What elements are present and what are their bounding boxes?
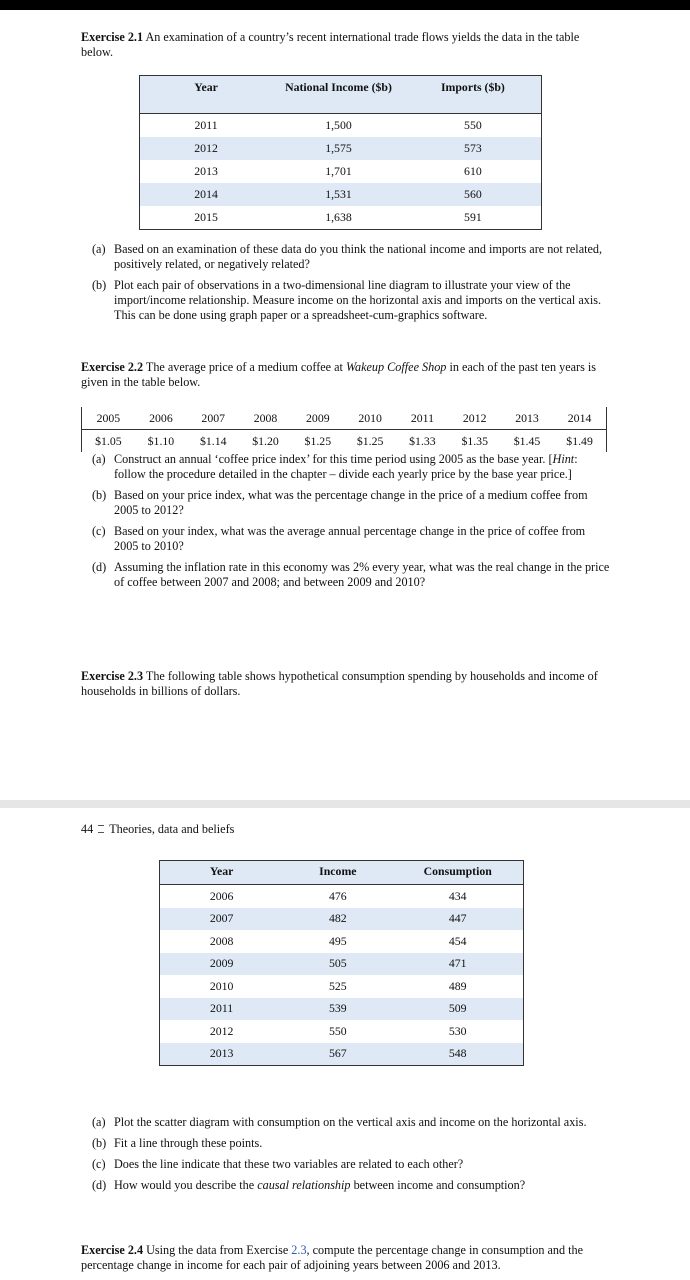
table-row — [140, 114, 542, 138]
table-row — [160, 930, 524, 953]
table-cell: 2014 — [140, 183, 273, 206]
list-item — [92, 278, 610, 323]
price-cell: $1.05 — [82, 430, 135, 453]
table-cell: 489 — [392, 975, 523, 998]
exercise-text: in each of the past ten years is given in the table below. — [81, 360, 596, 389]
exercise-2-3-questions — [92, 1115, 610, 1199]
table-cell: 1,500 — [272, 114, 405, 138]
separator-icon — [98, 825, 104, 833]
year-cell: 2013 — [501, 407, 553, 430]
table-row — [160, 998, 524, 1021]
price-cell: $1.33 — [396, 430, 448, 453]
item-text: Construct an annual ‘coffee price index’ for this time period using 2005 as the base year. — [114, 452, 546, 466]
table-cell: 454 — [392, 930, 523, 953]
top-bar — [0, 0, 690, 10]
item-label: (b) — [92, 278, 107, 292]
table-cell: 525 — [283, 975, 392, 998]
column-header: Imports ($b) — [405, 76, 542, 114]
table-cell: 573 — [405, 137, 542, 160]
list-item — [92, 452, 610, 482]
shop-name: Wakeup Coffee Shop — [345, 360, 447, 374]
table-cell: 2013 — [140, 160, 273, 183]
table-cell: 1,531 — [272, 183, 405, 206]
item-text — [114, 242, 602, 271]
table-cell: 471 — [392, 953, 523, 976]
table-cell: 495 — [283, 930, 392, 953]
running-head-title: Theories, data and beliefs — [109, 822, 235, 836]
exercise-2-2-intro — [81, 360, 611, 390]
item-text — [114, 278, 601, 322]
column-header: Consumption — [392, 861, 523, 885]
exercise-title: Exercise 2.3 — [81, 669, 144, 683]
item-text: Based on your price index, what was the percentage change in the price of a medium coffee from 2005 to 2012? — [114, 488, 588, 517]
item-text — [114, 560, 609, 589]
year-cell: 2007 — [187, 407, 239, 430]
table-cell: 2012 — [160, 1020, 284, 1043]
list-item — [92, 560, 610, 590]
table-row — [160, 1043, 524, 1066]
exercise-2-2-questions — [92, 452, 610, 596]
exercise-2-4-text — [81, 1243, 611, 1273]
price-cell: $1.10 — [135, 430, 187, 453]
year-cell: 2009 — [292, 407, 344, 430]
exercise-text: The following table shows hypothetical consumption spending by households and income of households in billions of dollars. — [81, 669, 598, 698]
table-cell: 550 — [405, 114, 542, 138]
price-cell: $1.45 — [501, 430, 553, 453]
table-cell: 434 — [392, 885, 523, 908]
list-item — [92, 1115, 610, 1130]
table-cell: 2006 — [160, 885, 284, 908]
table-cell: 1,701 — [272, 160, 405, 183]
item-text: between income and consumption? — [353, 1178, 526, 1192]
table-cell: 476 — [283, 885, 392, 908]
item-label: (a) — [92, 1115, 106, 1129]
item-text: Assuming the inflation rate in this economy was 2% every year, what was the real change in the price of coffee between 2007 and 2008; and between 2009 and 2010? — [114, 560, 610, 589]
table-row — [140, 160, 542, 183]
item-text — [114, 452, 578, 481]
exercise-title: Exercise 2.4 — [81, 1243, 144, 1257]
year-cell: 2005 — [82, 407, 135, 430]
price-cell: $1.25 — [292, 430, 344, 453]
item-text — [114, 1178, 525, 1192]
table-cell: 2012 — [140, 137, 273, 160]
list-item — [92, 1157, 610, 1172]
table-row — [160, 908, 524, 931]
year-cell: 2008 — [239, 407, 291, 430]
column-header: Year — [140, 76, 273, 114]
exercise-title: Exercise 2.2 — [81, 360, 144, 374]
price-cell: $1.35 — [449, 430, 501, 453]
list-item — [92, 1178, 610, 1193]
item-text: Does the line indicate that these two variables are related to each other? — [114, 1157, 464, 1171]
item-label: (c) — [92, 524, 106, 538]
item-text — [114, 1157, 463, 1171]
table-row — [160, 975, 524, 998]
table-cell: 567 — [283, 1043, 392, 1066]
trade-flows-table — [139, 75, 542, 230]
table-cell: 2010 — [160, 975, 284, 998]
exercise-2-1-intro — [81, 30, 611, 60]
item-text: Based on an examination of these data do you think the national income and imports are not related, positively related, or negatively related? — [114, 242, 603, 271]
item-text: Based on your index, what was the average annual percentage change in the price of coffee from 2005 to 2010? — [114, 524, 586, 553]
table-row — [140, 206, 542, 230]
item-label: (a) — [92, 242, 106, 256]
table-cell: 2011 — [140, 114, 273, 138]
year-cell: 2011 — [396, 407, 448, 430]
column-header: Year — [160, 861, 284, 885]
emphasis-text: causal relationship — [257, 1178, 351, 1192]
item-label: (a) — [92, 452, 106, 466]
table-cell: 530 — [392, 1020, 523, 1043]
table-cell: 2008 — [160, 930, 284, 953]
table-row — [160, 1020, 524, 1043]
table-cell: 548 — [392, 1043, 523, 1066]
hint-text: : follow the procedure detailed in the chapter – divide each yearly price by the base year price.] — [114, 452, 578, 481]
table-row — [160, 953, 524, 976]
table-cell: 591 — [405, 206, 542, 230]
hint-word: Hint — [552, 452, 575, 466]
item-label: (d) — [92, 1178, 107, 1192]
year-cell: 2012 — [449, 407, 501, 430]
exercise-title: Exercise 2.1 — [81, 30, 144, 44]
table-cell: 1,638 — [272, 206, 405, 230]
exercise-text: Using the data from Exercise — [146, 1243, 289, 1257]
item-text: Fit a line through these points. — [114, 1136, 263, 1150]
coffee-price-table — [81, 407, 607, 452]
exercise-reference-link[interactable]: 2.3 — [291, 1243, 307, 1257]
year-cell: 2014 — [553, 407, 606, 430]
table-row — [140, 183, 542, 206]
hint-bracket: [ — [548, 452, 553, 466]
table-cell: 610 — [405, 160, 542, 183]
table-body — [140, 114, 542, 230]
table-cell: 505 — [283, 953, 392, 976]
page-number: 44 — [81, 822, 94, 836]
table-cell: 447 — [392, 908, 523, 931]
item-text: How would you describe the — [114, 1178, 255, 1192]
column-header — [272, 76, 405, 114]
list-item — [92, 488, 610, 518]
item-text: Plot each pair of observations in a two-dimensional line diagram to illustrate your view of the import/income relationship. Measure income on the horizontal axis and imports on the vertical axis. This can be done using graph paper or a spreadsheet-cum-graphics software. — [114, 278, 602, 322]
table-cell: 550 — [283, 1020, 392, 1043]
table-cell: 509 — [392, 998, 523, 1021]
exercise-2-3-intro — [81, 669, 611, 699]
price-cell: $1.49 — [553, 430, 606, 453]
table-cell: 2011 — [160, 998, 284, 1021]
table-cell: 2009 — [160, 953, 284, 976]
year-row — [82, 407, 607, 430]
table-cell: 2013 — [160, 1043, 284, 1066]
table-cell: 1,575 — [272, 137, 405, 160]
column-header: Income — [283, 861, 392, 885]
table-cell: 2007 — [160, 908, 284, 931]
price-cell: $1.14 — [187, 430, 239, 453]
item-label: (b) — [92, 1136, 107, 1150]
exercise-text: An examination of a country’s recent international trade flows yields the data in the table below. — [81, 30, 580, 59]
page-divider — [0, 800, 690, 808]
table-cell: 539 — [283, 998, 392, 1021]
item-label: (b) — [92, 488, 107, 502]
item-label: (d) — [92, 560, 107, 574]
item-label: (c) — [92, 1157, 106, 1171]
table-cell: 2015 — [140, 206, 273, 230]
price-cell: $1.25 — [344, 430, 396, 453]
consumption-income-table — [159, 860, 524, 1066]
year-cell: 2006 — [135, 407, 187, 430]
list-item — [92, 524, 610, 554]
table-cell: 560 — [405, 183, 542, 206]
price-row — [82, 430, 607, 453]
table-row — [160, 885, 524, 908]
table-cell: 482 — [283, 908, 392, 931]
national-income-header: National Income ($b) — [285, 80, 392, 94]
exercise-text: , compute the percentage change in consumption and the percentage change in income for each pair of adjoining years between 2006 and 2013. — [81, 1243, 584, 1272]
exercise-text: The average price of a medium coffee at — [145, 360, 343, 374]
item-text — [114, 488, 588, 517]
item-text: Plot the scatter diagram with consumption on the vertical axis and income on the horizontal axis. — [114, 1115, 587, 1129]
list-item — [92, 242, 610, 272]
year-cell: 2010 — [344, 407, 396, 430]
item-text — [114, 524, 585, 553]
item-text — [114, 1115, 587, 1129]
price-cell: $1.20 — [239, 430, 291, 453]
table-body — [160, 885, 524, 1066]
item-text — [114, 1136, 262, 1150]
list-item — [92, 1136, 610, 1151]
exercise-2-1-questions — [92, 242, 610, 329]
running-header — [81, 822, 234, 837]
table-row — [140, 137, 542, 160]
